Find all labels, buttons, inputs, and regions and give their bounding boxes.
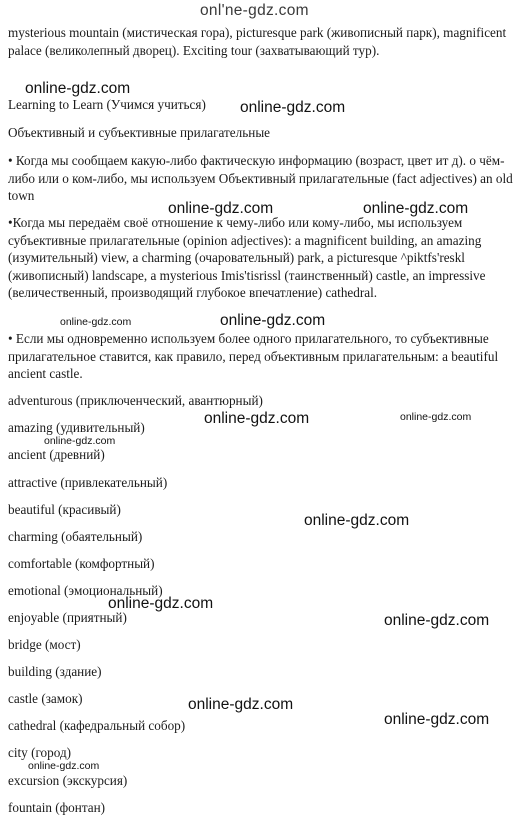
- paragraph-opinion-adjectives: •Когда мы передаём своё отношение к чему-либо или кому-либо, мы используем субъективные прилагательные (opinion adjectives): a magnificent building, an amazing (изумительный) view, a charming (очаровательный) park, a picturesque ^piktfs'reskl (живописный) landscape, a mysterious Imis'tisrissl (таинственный) castle, an impressive (величественный, производящий глубокое впечатление) cathedral.: [8, 215, 486, 301]
- watermark: online-gdz.com: [363, 200, 469, 217]
- intro-paragraph: mysterious mountain (мистическая гора), picturesque park (живописный парк), magnificent palace (великолепный дворец). Exciting tour (захватывающий тур).: [8, 25, 507, 58]
- vocab-item: cathedral (кафедральный собор): [8, 718, 186, 733]
- watermark: online-gdz.com: [28, 760, 100, 772]
- watermark: online-gdz.com: [400, 411, 472, 423]
- vocab-item: ancient (древний): [8, 447, 105, 462]
- vocab-item: bridge (мост): [8, 637, 81, 652]
- watermark-top: onl'ne-gdz.com: [200, 2, 309, 19]
- vocab-item: emotional (эмоциональный): [8, 583, 163, 598]
- watermark: online-gdz.com: [384, 612, 490, 629]
- vocab-item: adventurous (приключенческий, авантюрный): [8, 393, 263, 408]
- vocab-item: amazing (удивительный): [8, 420, 145, 435]
- watermark: online-gdz.com: [108, 595, 214, 612]
- vocab-item: comfortable (комфортный): [8, 556, 155, 571]
- vocab-item: enjoyable (приятный): [8, 610, 127, 625]
- vocab-item: charming (обаятельный): [8, 529, 143, 544]
- watermark: online-gdz.com: [60, 316, 132, 328]
- vocab-item: attractive (привлекательный): [8, 475, 168, 490]
- watermark: online-gdz.com: [188, 696, 294, 713]
- watermark: online-gdz.com: [304, 512, 410, 529]
- watermark: online-gdz.com: [25, 80, 131, 97]
- watermark: online-gdz.com: [204, 410, 310, 427]
- vocab-item: excursion (экскурсия): [8, 773, 128, 788]
- section-title: Learning to Learn (Учимся учиться): [8, 97, 206, 112]
- paragraph-adjective-order: • Если мы одновременно используем более одного прилагательного, то субъективные прилагательное ставится, как правило, перед объективным прилагательным: a beautiful ancient castle.: [8, 331, 499, 382]
- watermark: online-gdz.com: [220, 312, 326, 329]
- vocab-item: fountain (фонтан): [8, 800, 106, 815]
- watermark: online-gdz.com: [384, 711, 490, 728]
- vocab-item: building (здание): [8, 664, 102, 679]
- vocab-item: beautiful (красивый): [8, 502, 121, 517]
- watermark: online-gdz.com: [168, 200, 274, 217]
- vocab-item: city (город): [8, 745, 72, 760]
- paragraph-fact-adjectives: • Когда мы сообщаем какую-либо фактическую информацию (возраст, цвет ит д). о чём-либо или о ком-либо, мы используем Объективный прилагательные (fact adjectives) an old town: [8, 153, 513, 204]
- watermark: online-gdz.com: [240, 99, 346, 116]
- vocab-item: castle (замок): [8, 691, 83, 706]
- section-subtitle: Объективный и субъективные прилагательные: [8, 125, 271, 140]
- watermark: online-gdz.com: [44, 435, 116, 447]
